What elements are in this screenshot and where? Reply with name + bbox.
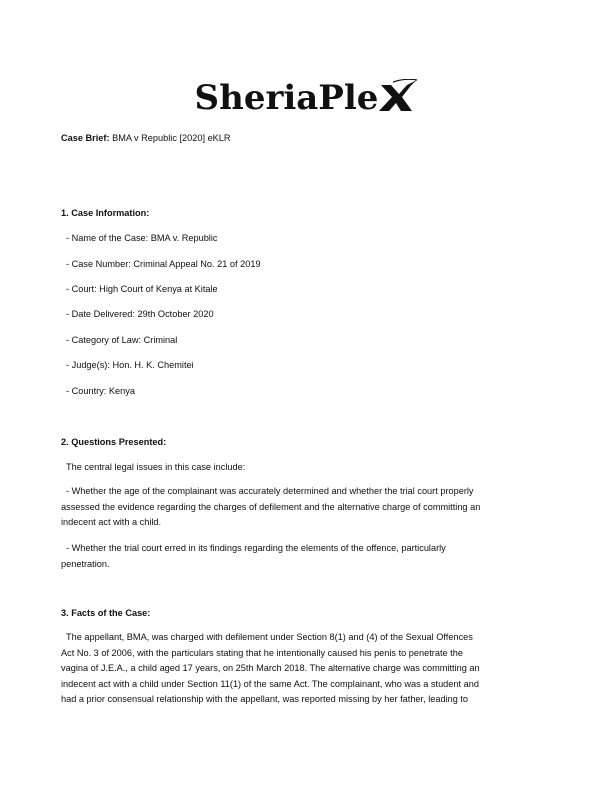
section-heading-facts-of-the-case: 3. Facts of the Case: (61, 608, 151, 618)
question-1-line: assessed the evidence regarding the charges of defilement and the alternative charge of committing an (61, 501, 481, 512)
section-heading-case-information: 1. Case Information: (61, 208, 150, 218)
question-2-line: - Whether the trial court erred in its findings regarding the elements of the offence, particularly (66, 543, 446, 553)
facts-line: Act No. 3 of 2006, with the particulars stating that he intentionally caused his penis to penetrate the (61, 647, 463, 658)
case-info-name: - Name of the Case: BMA v. Republic (66, 233, 218, 243)
logo-x-mark-icon (379, 79, 417, 113)
facts-line: vagina of J.E.A., a child aged 17 years, on 25th March 2018. The alternative charge was committing an (61, 663, 480, 673)
facts-line: had a prior consensual relationship with the appellant, was reported missing by her father, leading to (61, 694, 469, 704)
facts-line: The appellant, BMA, was charged with defilement under Section 8(1) and (4) of the Sexual Offences (66, 632, 473, 642)
facts-line: indecent act with a child under Section 11(1) of the same Act. The complainant, who was a student and (61, 678, 479, 689)
question-1 (61, 484, 551, 531)
question-2 (61, 541, 551, 572)
questions-intro: The central legal issues in this case include: (66, 462, 246, 472)
case-info-country: - Country: Kenya (66, 386, 135, 396)
case-info-date: - Date Delivered: 29th October 2020 (66, 309, 214, 319)
question-1-line: indecent act with a child. (61, 517, 162, 527)
case-info-category: - Category of Law: Criminal (66, 335, 178, 345)
sheriaplex-logo (0, 78, 612, 118)
question-2-line: penetration. (61, 558, 110, 569)
case-info-number: - Case Number: Criminal Appeal No. 21 of 2019 (66, 259, 261, 269)
facts-paragraph (61, 630, 551, 708)
case-brief-name: BMA v Republic [2020] eKLR (109, 133, 231, 143)
case-brief-title (61, 132, 231, 144)
logo-text: SheriaPle (194, 78, 379, 118)
section-heading-questions-presented: 2. Questions Presented: (61, 437, 167, 447)
question-1-line: - Whether the age of the complainant was accurately determined and whether the trial court properly (66, 486, 474, 496)
case-info-judges: - Judge(s): Hon. H. K. Chemitei (66, 360, 194, 370)
case-brief-label: Case Brief: (61, 133, 110, 143)
case-info-court: - Court: High Court of Kenya at Kitale (66, 284, 218, 294)
